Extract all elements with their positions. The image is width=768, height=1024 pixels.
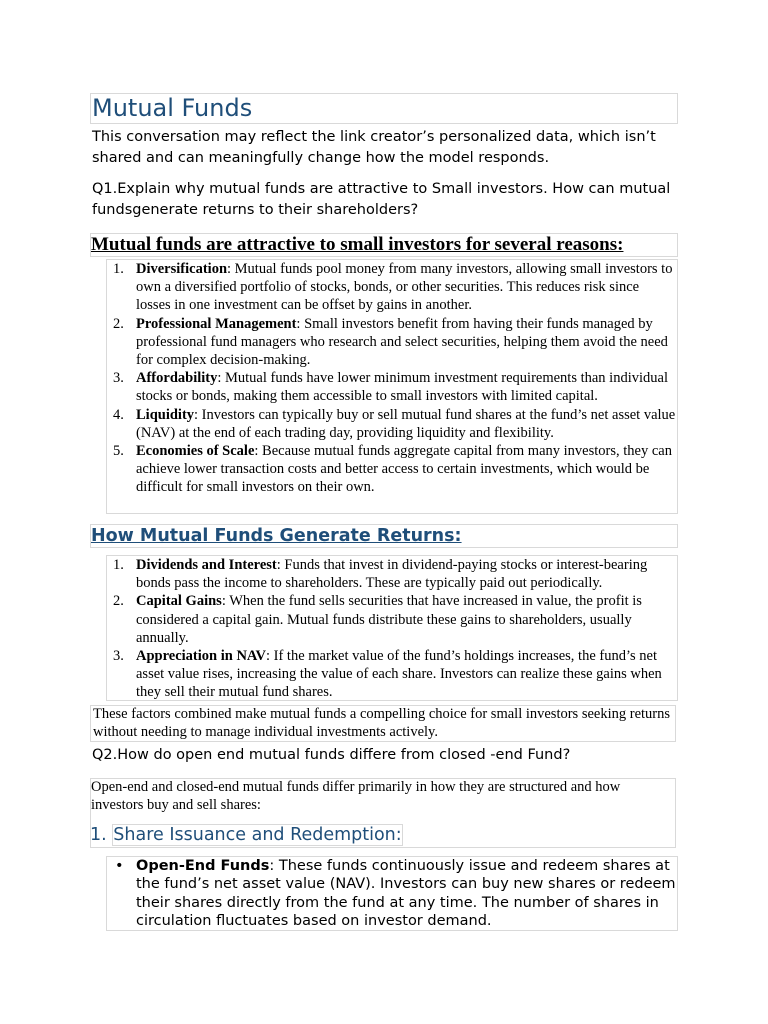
list-term: Affordability	[136, 370, 218, 387]
list-number: 2.	[113, 593, 124, 610]
list-number: 4.	[113, 406, 124, 423]
list-item	[107, 442, 677, 497]
list-text: : Mutual funds pool money from many investors, allowing small investors to own a diversified portfolio of stocks, bonds, or other securities. This reduces risk since losses in one investment can be offset by gains in another.	[136, 261, 673, 314]
disclaimer-text: This conversation may reflect the link creator’s personalized data, which isn’t shared and can meaningfully change how the model responds.	[92, 129, 656, 166]
list-item	[107, 647, 677, 702]
list-term: Economies of Scale	[136, 443, 255, 460]
list-number: 1.	[113, 261, 124, 277]
section-attractive-heading: Mutual funds are attractive to small investors for several reasons:	[90, 233, 678, 257]
list-number: 1.	[113, 557, 124, 573]
list-term: Dividends and Interest	[136, 557, 277, 573]
list-term: Professional Management	[136, 315, 297, 332]
summary-text: These factors combined make mutual funds a compelling choice for small investors seeking returns without needing to manage individual investments actively.	[90, 705, 676, 742]
question-2: Q2.How do open end mutual funds differe from closed -end Fund?	[92, 747, 571, 763]
list-item	[107, 592, 677, 647]
list-text: : Investors can typically buy or sell mutual fund shares at the fund’s net asset value (NAV) at the end of each trading day, providing liquidity and flexibility.	[136, 406, 676, 441]
list-term: Appreciation in NAV	[136, 648, 266, 665]
list-text: : Mutual funds have lower minimum investment requirements than individual stocks or bonds, making them accessible to small investors with limited capital.	[136, 370, 668, 405]
list-item	[107, 260, 677, 315]
list-item	[107, 857, 677, 930]
list-number: 3.	[113, 648, 124, 665]
share-issuance-list	[106, 856, 678, 931]
section-title: Share Issuance and Redemption:	[113, 825, 402, 845]
list-text: : Funds that invest in dividend-paying stocks or interest-bearing bonds pass the income to shareholders. These are typically paid out periodically.	[136, 557, 648, 592]
list-number: 3.	[113, 370, 124, 387]
attractive-reasons-list	[106, 259, 678, 514]
list-term: Diversification	[136, 261, 228, 277]
list-item	[107, 369, 677, 405]
list-number: 2.	[113, 315, 124, 332]
section-number: 1.	[90, 825, 107, 845]
list-text: : Because mutual funds aggregate capital from many investors, they can achieve lower transaction costs and better access to certain investments, which would be difficult for small investors on their own.	[136, 443, 672, 496]
list-item	[107, 556, 677, 592]
list-number: 5.	[113, 443, 124, 460]
list-text: : If the market value of the fund’s holdings increases, the fund’s net asset value rises, increasing the value of each share. Investors can realize these gains when they sell their mutual fund shares.	[136, 648, 662, 701]
list-text: : These funds continuously issue and redeem shares at the fund’s net asset value (NAV). Investors can buy new shares or redeem their shares directly from the fund at any time. The number of shares in circulation fluctuates based on investor demand.	[136, 858, 676, 929]
q2-intro-text: Open-end and closed-end mutual funds differ primarily in how they are structured and how investors buy and sell shares:	[91, 779, 621, 813]
list-term: Open-End Funds	[136, 858, 270, 874]
bullet: •	[115, 858, 124, 874]
section-returns-heading: How Mutual Funds Generate Returns:	[90, 524, 678, 548]
list-item	[107, 406, 677, 442]
list-text: : Small investors benefit from having their funds managed by professional fund managers who research and select securities, helping them avoid the need for complex decision-making.	[136, 315, 668, 369]
page-title: Mutual Funds	[90, 93, 678, 124]
list-text: : When the fund sells securities that have increased in value, the profit is considered a capital gain. Mutual funds distribute these gains to shareholders, usually annually.	[136, 593, 642, 646]
list-term: Liquidity	[136, 406, 195, 423]
list-item	[107, 315, 677, 370]
question-1: Q1.Explain why mutual funds are attractive to Small investors. How can mutual fundsgenerate returns to their shareholders?	[92, 181, 671, 218]
share-issuance-heading	[90, 824, 678, 846]
list-term: Capital Gains	[136, 593, 222, 610]
returns-list	[106, 555, 678, 701]
